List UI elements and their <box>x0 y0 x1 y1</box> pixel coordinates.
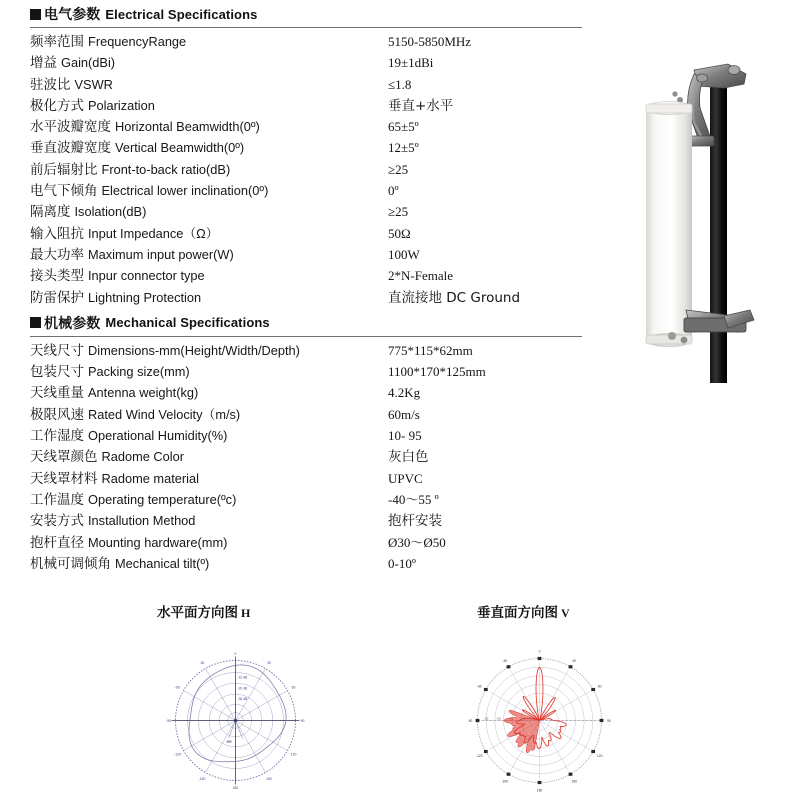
spec-label-cn: 频率范围 <box>30 34 84 50</box>
electrical-title-cn: 电气参数 <box>44 7 101 23</box>
spec-label-cn: 防雷保护 <box>30 289 84 306</box>
spec-label-cell <box>30 445 388 466</box>
spec-label-en: Operational Humidity(%) <box>88 428 228 444</box>
svg-text:150: 150 <box>266 777 272 782</box>
spec-label-cell <box>30 424 388 445</box>
spec-value: 垂直+水平 <box>388 97 454 114</box>
spec-row <box>30 424 592 445</box>
spec-label-en: Isolation(dB) <box>74 204 147 220</box>
spec-row <box>30 286 592 307</box>
svg-text:-20 dB: -20 dB <box>237 686 248 691</box>
spec-value: 直流接地 DC Ground <box>388 289 521 306</box>
spec-label-cell <box>30 200 388 221</box>
spec-value: ≥25 <box>388 204 409 220</box>
spec-row <box>30 445 592 466</box>
spec-row <box>30 136 592 157</box>
mechanical-title-en: Mechanical Specifications <box>105 315 270 331</box>
spec-value-cell <box>388 94 592 115</box>
spec-value-cell <box>388 179 592 200</box>
spec-row <box>30 51 592 72</box>
spec-label-en: Rated Wind Velocity（m/s) <box>88 406 241 422</box>
spec-row <box>30 179 592 200</box>
svg-text:60: 60 <box>291 685 296 690</box>
svg-text:30: 30 <box>572 658 577 663</box>
svg-text:-10 dB: -10 dB <box>237 675 248 680</box>
horizontal-pattern-title <box>157 601 250 621</box>
spec-label-en: Mechanical tilt(º) <box>115 555 210 571</box>
svg-text:-120: -120 <box>174 752 181 757</box>
spec-label-cell <box>30 339 388 360</box>
square-bullet-icon <box>30 9 41 20</box>
spec-row <box>30 509 592 530</box>
spec-label-cn: 安装方式 <box>30 513 84 530</box>
spec-label-cn: 天线尺寸 <box>30 342 84 359</box>
spec-value-cell <box>388 360 592 381</box>
spec-value-cell <box>388 222 592 243</box>
spec-value-cell <box>388 552 592 573</box>
spec-label-en: Polarization <box>88 97 155 113</box>
spec-value: 100W <box>388 246 420 262</box>
spec-label-en: Dimensions-mm(Height/Width/Depth) <box>88 342 300 358</box>
spec-row <box>30 200 592 221</box>
spec-row <box>30 488 592 509</box>
electrical-divider <box>30 27 582 28</box>
spec-label-cn: 机械可调倾角 <box>30 555 111 572</box>
spec-label-cn: 驻波比 <box>30 76 71 93</box>
spec-row <box>30 115 592 136</box>
spec-label-cn: 天线罩颜色 <box>30 449 98 466</box>
spec-value-cell <box>388 445 592 466</box>
antenna-radome <box>646 102 692 347</box>
spec-value-cell <box>388 200 592 221</box>
horizontal-pattern-title-suffix: H <box>241 606 251 620</box>
spec-label-cell <box>30 94 388 115</box>
spec-label-cell <box>30 403 388 424</box>
spec-label-cn: 前后辐射比 <box>30 161 98 178</box>
spec-row <box>30 94 592 115</box>
spec-row <box>30 264 592 285</box>
svg-text:-90: -90 <box>467 719 473 724</box>
spec-row <box>30 30 592 51</box>
svg-text:-20: -20 <box>496 716 501 721</box>
svg-text:-30: -30 <box>502 658 508 663</box>
spec-label-en: Input Impedance（Ω） <box>88 225 219 241</box>
spec-label-cell <box>30 222 388 243</box>
horizontal-polar-plot <box>158 643 313 803</box>
spec-label-en: Maximum input power(W) <box>88 246 234 262</box>
spec-label-cn: 隔离度 <box>30 204 71 221</box>
spec-label-cn: 工作温度 <box>30 491 84 508</box>
svg-text:30: 30 <box>267 661 271 666</box>
spec-label-cell <box>30 488 388 509</box>
spec-label-cn: 电气下倾角 <box>30 183 98 200</box>
spec-value-cell <box>388 115 592 136</box>
spec-label-cn: 最大功率 <box>30 246 84 263</box>
spec-label-cell <box>30 552 388 573</box>
spec-value-cell <box>388 51 592 72</box>
svg-text:-30 dB: -30 dB <box>237 697 248 702</box>
spec-value: 0-10º <box>388 555 416 571</box>
spec-label-cn: 天线罩材料 <box>30 470 98 487</box>
spec-label-en: Gain(dBi) <box>61 55 116 71</box>
spec-value: 65±5º <box>388 119 419 135</box>
mechanical-title-cn: 机械参数 <box>44 315 101 332</box>
spec-label-en: Operating temperature(ºc) <box>88 491 237 507</box>
spec-value-cell <box>388 158 592 179</box>
spec-label-cell <box>30 30 388 51</box>
spec-label-cn: 垂直波瓣宽度 <box>30 140 111 157</box>
spec-label-en: VSWR <box>74 76 113 92</box>
spec-value: -40～55 º <box>388 491 439 507</box>
spec-value: 灰白色 <box>388 449 429 466</box>
svg-text:60: 60 <box>597 684 602 689</box>
spec-row <box>30 403 592 424</box>
spec-label-cell <box>30 136 388 157</box>
svg-text:120: 120 <box>596 753 603 758</box>
spec-value-cell <box>388 381 592 402</box>
svg-text:0: 0 <box>234 652 237 657</box>
svg-text:-10: -10 <box>484 716 489 721</box>
spec-value-cell <box>388 30 592 51</box>
spec-value: 12±5º <box>388 140 419 156</box>
spec-value-cell <box>388 136 592 157</box>
mechanical-spec-table <box>30 339 592 573</box>
spec-value-cell <box>388 424 592 445</box>
spec-label-cell <box>30 115 388 136</box>
vertical-pattern-title <box>477 601 570 621</box>
spec-value-cell <box>388 264 592 285</box>
spec-value: 1100*170*125mm <box>388 364 486 380</box>
spec-value-cell <box>388 467 592 488</box>
spec-label-cell <box>30 381 388 402</box>
spec-label-cell <box>30 467 388 488</box>
spec-row <box>30 360 592 381</box>
spec-row <box>30 222 592 243</box>
spec-value: Ø30～Ø50 <box>388 534 446 550</box>
spec-value-cell <box>388 73 592 94</box>
spec-row <box>30 73 592 94</box>
spec-label-cell <box>30 51 388 72</box>
svg-text:-120: -120 <box>476 753 483 758</box>
spec-value: 10- 95 <box>388 428 422 444</box>
spec-label-en: Packing size(mm) <box>88 364 190 380</box>
spec-label-en: Mounting hardware(mm) <box>88 534 228 550</box>
spec-row <box>30 158 592 179</box>
spec-label-en: Inpur connector type <box>88 268 205 284</box>
spec-row <box>30 531 592 552</box>
spec-value: 0º <box>388 183 399 199</box>
spec-value-cell <box>388 531 592 552</box>
spec-row <box>30 243 592 264</box>
spec-label-en: Lightning Protection <box>88 289 202 305</box>
vertical-pattern-title-cn: 垂直面方向图 <box>477 605 558 621</box>
svg-text:-150: -150 <box>501 779 509 784</box>
vertical-polar-plot <box>462 643 617 803</box>
spec-value: 775*115*62mm <box>388 342 473 358</box>
spec-value: 50Ω <box>388 225 411 241</box>
spec-label-cn: 水平波瓣宽度 <box>30 119 111 136</box>
square-bullet-icon <box>30 317 41 328</box>
spec-label-cell <box>30 286 388 307</box>
svg-text:90: 90 <box>300 719 305 724</box>
spec-value: 2*N-Female <box>388 268 453 284</box>
mechanical-section-header <box>30 313 612 333</box>
spec-label-cn: 输入阻抗 <box>30 225 84 242</box>
svg-text:-60: -60 <box>175 685 180 690</box>
spec-value: ≤1.8 <box>388 76 412 92</box>
electrical-title-en: Electrical Specifications <box>105 6 258 22</box>
electrical-spec-table <box>30 30 592 307</box>
electrical-section-header <box>30 4 612 24</box>
spec-label-cell <box>30 158 388 179</box>
spec-label-cn: 天线重量 <box>30 385 84 402</box>
spec-label-en: Antenna weight(kg) <box>88 385 199 401</box>
spec-label-cn: 极限风速 <box>30 406 84 423</box>
mechanical-divider <box>30 336 582 337</box>
spec-value: 19±1dBi <box>388 55 434 71</box>
spec-value-cell <box>388 403 592 424</box>
spec-row <box>30 339 592 360</box>
spec-label-cell <box>30 243 388 264</box>
spec-label-cell <box>30 360 388 381</box>
spec-label-en: Installution Method <box>88 513 196 529</box>
spec-label-cn: 接头类型 <box>30 268 84 285</box>
spec-label-cell <box>30 179 388 200</box>
svg-text:-30: -30 <box>199 661 205 666</box>
horizontal-pattern-title-cn: 水平面方向图 <box>157 605 238 621</box>
spec-value: UPVC <box>388 470 423 486</box>
spec-row <box>30 467 592 488</box>
spec-label-cn: 抱杆直径 <box>30 534 84 551</box>
svg-text:-60: -60 <box>476 684 482 689</box>
svg-text:0: 0 <box>538 649 541 654</box>
svg-text:-150: -150 <box>198 777 206 782</box>
spec-label-cell <box>30 509 388 530</box>
spec-label-cn: 增益 <box>30 55 57 72</box>
spec-value-cell <box>388 243 592 264</box>
spec-value: 抱杆安装 <box>388 513 442 530</box>
spec-value-cell <box>388 339 592 360</box>
spec-value: 5150-5850MHz <box>388 34 472 49</box>
spec-row <box>30 552 592 573</box>
svg-text:-90: -90 <box>166 719 171 724</box>
spec-value: ≥25 <box>388 161 409 177</box>
spec-label-en: Radome material <box>101 470 199 486</box>
spec-row <box>30 381 592 402</box>
svg-text:90: 90 <box>607 719 611 724</box>
spec-label-cell <box>30 73 388 94</box>
svg-text:180: 180 <box>232 786 239 791</box>
spec-label-cell <box>30 531 388 552</box>
spec-label-cell <box>30 264 388 285</box>
spec-value: 4.2Kg <box>388 385 421 401</box>
svg-text:150: 150 <box>571 779 578 784</box>
spec-label-en: Vertical Beamwidth(0º) <box>115 140 245 156</box>
vertical-pattern-title-suffix: V <box>561 606 570 620</box>
mast-pole <box>710 72 727 383</box>
spec-label-cn: 极化方式 <box>30 97 84 114</box>
svg-text:180: 180 <box>536 788 543 793</box>
spec-label-en: FrequencyRange <box>88 34 187 49</box>
spec-label-cn: 包装尺寸 <box>30 364 84 381</box>
svg-text:120: 120 <box>290 752 297 757</box>
spec-label-cn: 工作湿度 <box>30 428 84 445</box>
spec-label-en: Radome Color <box>101 449 185 465</box>
spec-value-cell <box>388 509 592 530</box>
spec-value: 60m/s <box>388 406 420 422</box>
spec-value-cell <box>388 488 592 509</box>
spec-label-en: Electrical lower inclination(0º) <box>101 183 269 199</box>
spec-label-en: Front-to-back ratio(dB) <box>101 161 231 177</box>
spec-value-cell <box>388 286 592 307</box>
spec-label-en: Horizontal Beamwidth(0º) <box>115 119 260 135</box>
product-photo <box>628 48 800 383</box>
